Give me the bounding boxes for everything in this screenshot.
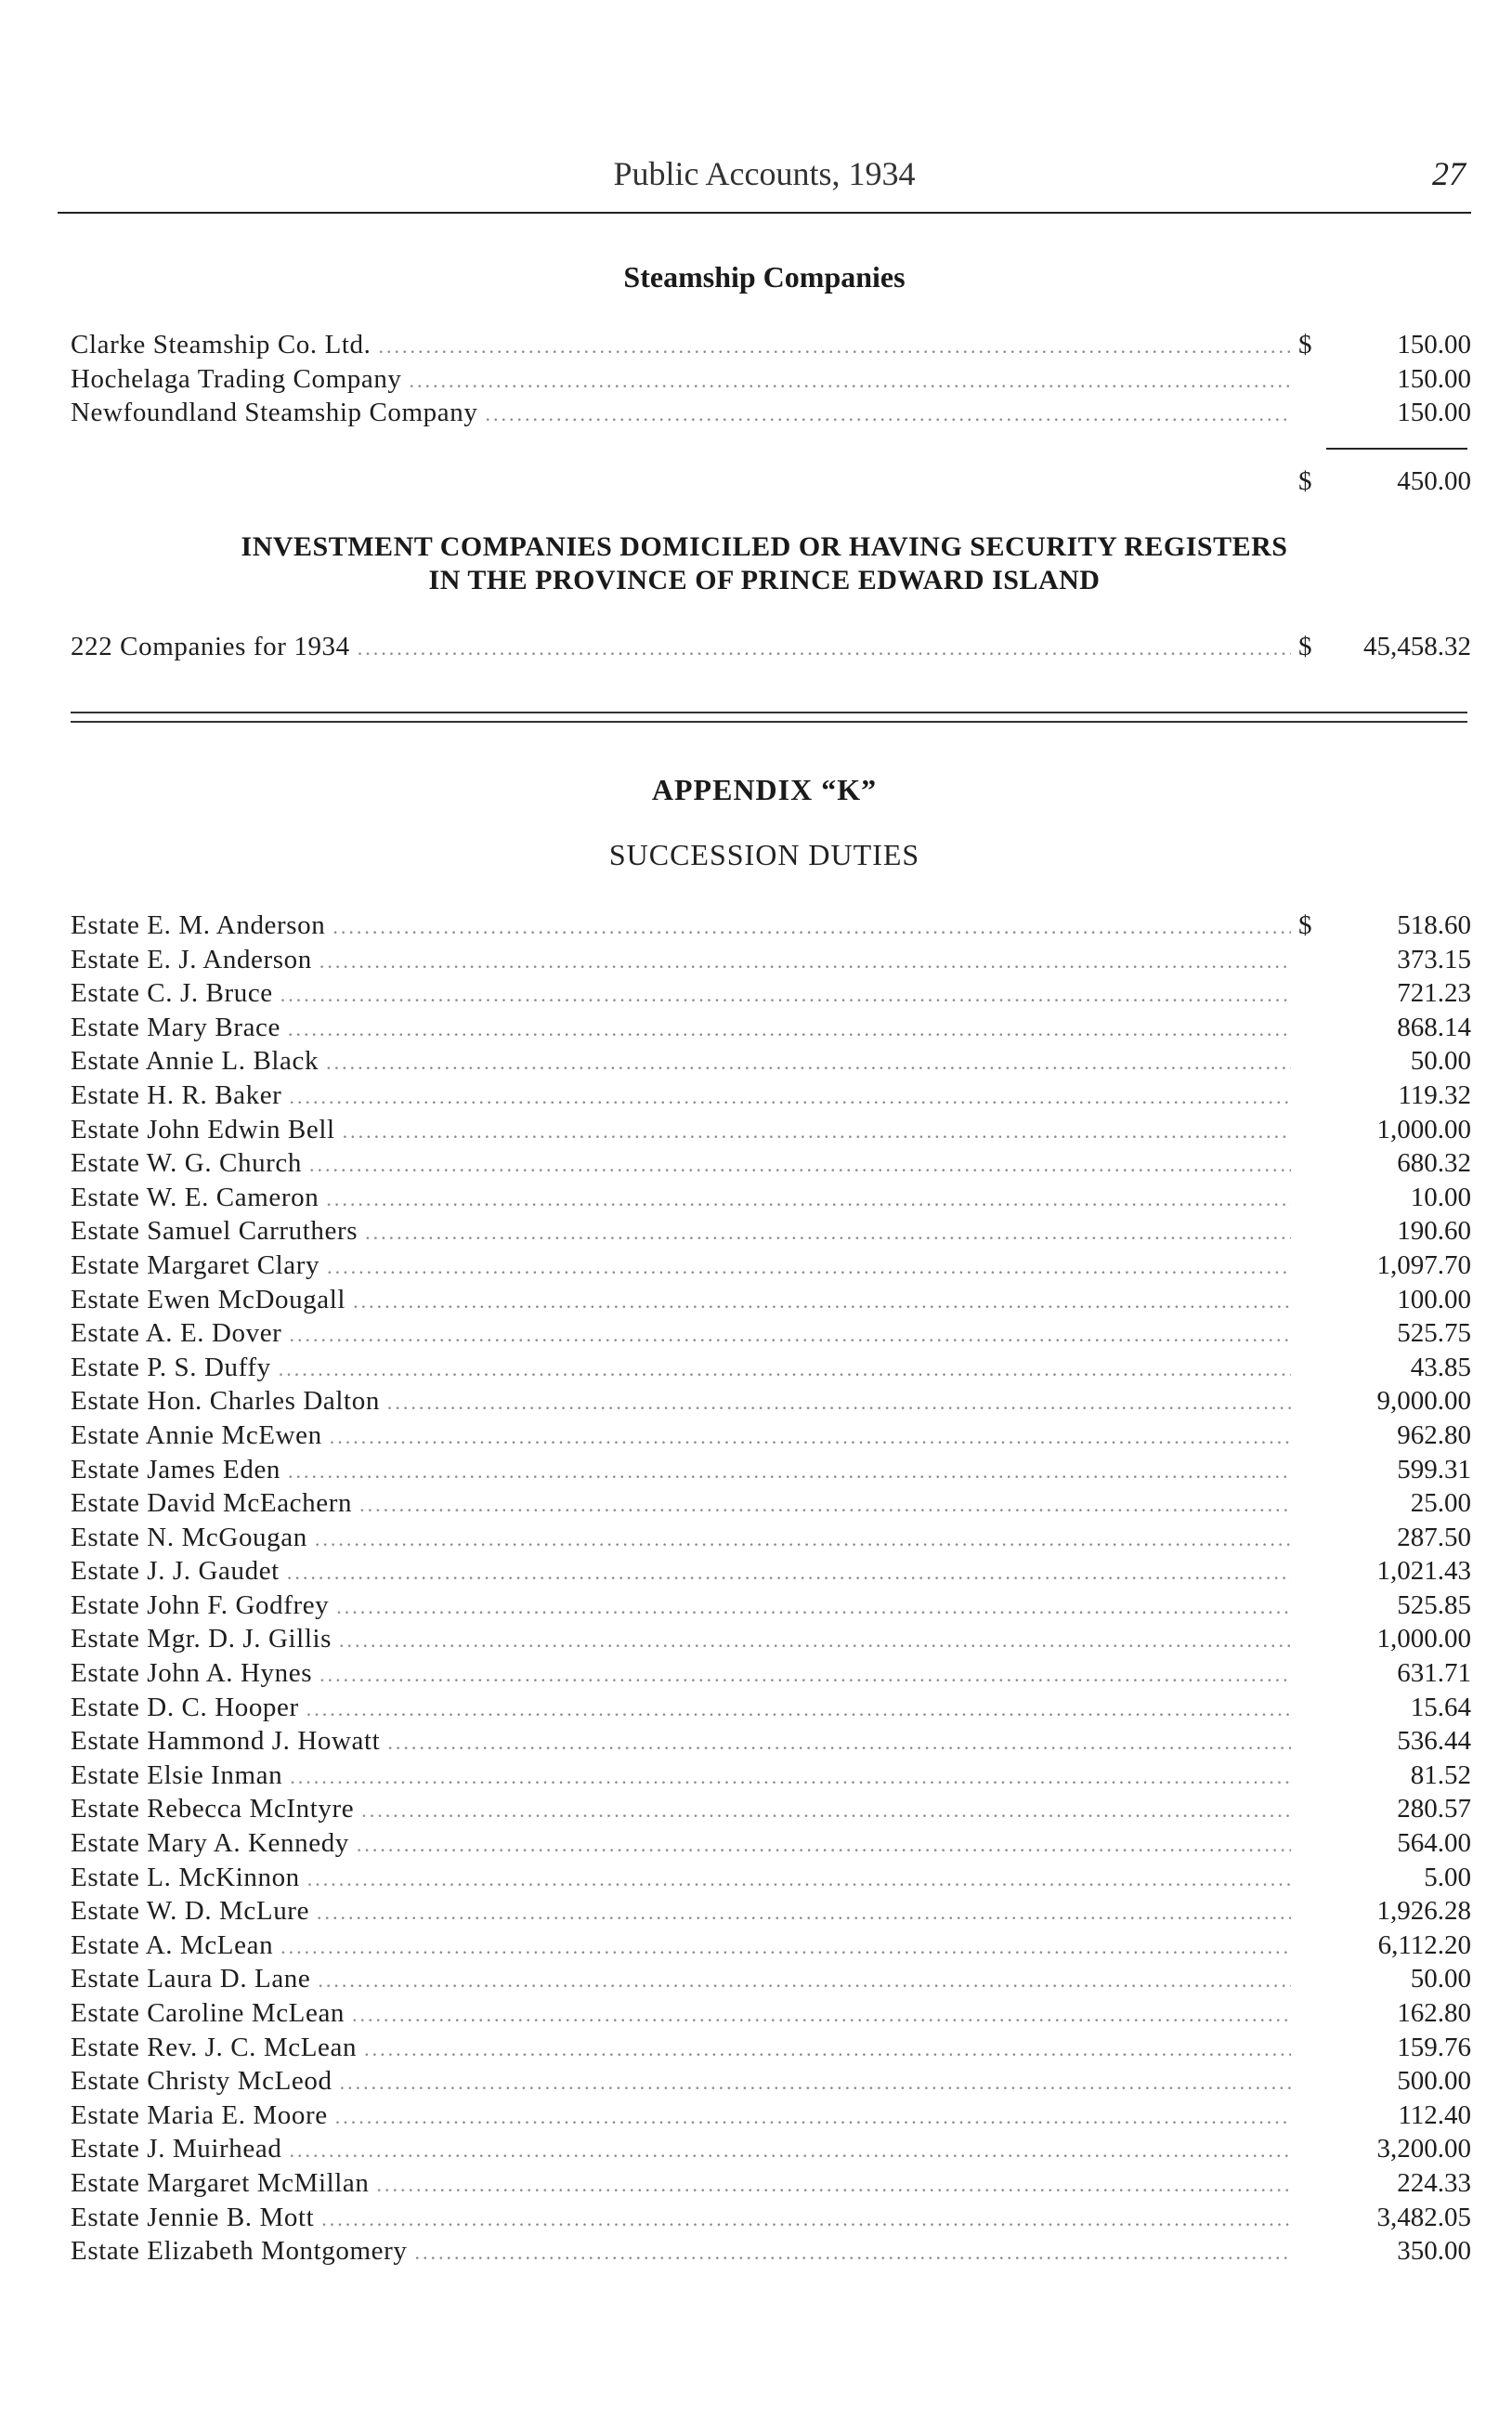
- dollar-sign: $: [1298, 910, 1312, 940]
- appendix-heading: APPENDIX “K”: [651, 773, 878, 806]
- ledger-row: [71, 1249, 1471, 1283]
- ledger-row: [71, 943, 1471, 977]
- ledger-row: [71, 1146, 1471, 1181]
- entry-name: Estate Annie L. Black: [71, 1046, 319, 1077]
- dot-leader: [359, 1488, 1291, 1523]
- entry-name: Estate P. S. Duffy: [71, 1352, 271, 1382]
- entry-name: Estate A. McLean: [71, 1929, 274, 1960]
- ledger-row: [71, 1691, 1471, 1725]
- dot-leader: [290, 1760, 1291, 1795]
- dot-leader: [379, 330, 1292, 364]
- entry-amount: 1,000.00: [1376, 1624, 1471, 1654]
- ledger-row: [71, 1521, 1471, 1555]
- ledger-row: [71, 2166, 1471, 2201]
- dot-leader: [339, 1624, 1291, 1658]
- ledger-row: [71, 2064, 1471, 2099]
- dot-leader: [280, 978, 1291, 1013]
- entry-name: Estate John A. Hynes: [71, 1658, 313, 1689]
- steamship-total-row: [71, 464, 1471, 499]
- ledger-row: [71, 1419, 1471, 1453]
- dot-leader: [319, 945, 1291, 979]
- ledger-row: [71, 1079, 1471, 1113]
- ledger-row: [71, 1486, 1471, 1521]
- entry-amount: 525.75: [1397, 1318, 1471, 1349]
- entry-amount: 100.00: [1397, 1284, 1471, 1314]
- ledger-row: [71, 2099, 1471, 2133]
- investment-row-name: 222 Companies for 1934: [71, 632, 350, 661]
- dot-leader: [307, 1863, 1291, 1897]
- running-title: Public Accounts, 1934: [613, 155, 916, 192]
- entry-amount: 350.00: [1397, 2236, 1471, 2267]
- entry-name: Clarke Steamship Co. Ltd.: [71, 330, 371, 360]
- dot-leader: [410, 364, 1291, 399]
- entry-name: Estate Hon. Charles Dalton: [71, 1386, 380, 1417]
- entry-amount: 3,482.05: [1376, 2202, 1471, 2232]
- ledger-row: [71, 1214, 1471, 1249]
- ledger-row: [71, 2031, 1471, 2065]
- dot-leader: [377, 2168, 1292, 2203]
- entry-amount: 5.00: [1424, 1862, 1471, 1892]
- dollar-sign: $: [1298, 632, 1312, 661]
- investment-heading-line2: IN THE PROVINCE OF PRINCE EDWARD ISLAND: [428, 565, 1101, 595]
- dot-leader: [387, 1386, 1291, 1420]
- entry-name: Estate Mary Brace: [71, 1012, 280, 1042]
- dot-leader: [332, 910, 1291, 945]
- entry-amount: 6,112.20: [1377, 1929, 1471, 1960]
- entry-amount: 81.52: [1410, 1759, 1471, 1790]
- ledger-row: [71, 1113, 1471, 1147]
- dot-leader: [387, 1726, 1291, 1760]
- total-dollar-sign: $: [1298, 466, 1312, 496]
- ledger-row: [71, 1826, 1471, 1861]
- dot-leader: [343, 1115, 1291, 1149]
- entry-name: Estate Rebecca McIntyre: [71, 1794, 355, 1824]
- ledger-row: [71, 1384, 1471, 1419]
- entry-amount: 9,000.00: [1376, 1386, 1471, 1417]
- dot-leader: [280, 1930, 1291, 1965]
- entry-name: Estate Margaret McMillan: [71, 2167, 370, 2198]
- ledger-row: [71, 1044, 1471, 1079]
- dot-leader: [309, 1148, 1291, 1183]
- dot-leader: [358, 632, 1291, 666]
- entry-amount: 15.64: [1410, 1692, 1471, 1722]
- entry-name: Estate Hammond J. Howatt: [71, 1726, 381, 1757]
- entry-amount: 10.00: [1410, 1182, 1471, 1212]
- ledger-row: [71, 1554, 1471, 1589]
- entry-name: Estate Mary A. Kennedy: [71, 1828, 349, 1859]
- dot-leader: [319, 1658, 1291, 1693]
- ledger-row: [71, 1996, 1471, 2031]
- entry-amount: 159.76: [1397, 2032, 1471, 2062]
- entry-amount: 1,926.28: [1376, 1896, 1471, 1927]
- entry-name: Estate John F. Godfrey: [71, 1589, 330, 1620]
- entry-name: Estate C. J. Bruce: [71, 978, 273, 1009]
- ledger-row: [71, 1283, 1471, 1317]
- entry-name: Estate Elsie Inman: [71, 1759, 283, 1790]
- investment-amount: 45,458.32: [1363, 632, 1471, 661]
- entry-name: Estate Samuel Carruthers: [71, 1216, 358, 1247]
- dot-leader: [321, 2203, 1291, 2237]
- dot-leader: [287, 1556, 1291, 1590]
- entry-amount: 373.15: [1397, 944, 1471, 974]
- ledger-row: [71, 1011, 1471, 1045]
- entry-amount: 536.44: [1397, 1726, 1471, 1757]
- dot-leader: [288, 1455, 1291, 1489]
- dot-leader: [365, 1216, 1291, 1250]
- dot-leader: [317, 1896, 1291, 1930]
- dot-leader: [330, 1420, 1291, 1455]
- steamship-heading: Steamship Companies: [623, 260, 906, 294]
- ledger-row: [71, 1453, 1471, 1487]
- entry-name: Estate Caroline McLean: [71, 1998, 345, 2028]
- page-number: 27: [1432, 155, 1466, 192]
- entry-amount: 112.40: [1398, 2099, 1471, 2130]
- ledger-row: [71, 2132, 1471, 2166]
- entry-amount: 50.00: [1410, 1964, 1471, 1994]
- dot-leader: [357, 1828, 1291, 1863]
- steamship-total-rule: [1326, 448, 1467, 450]
- entry-amount: 1,021.43: [1376, 1556, 1471, 1587]
- entry-amount: 868.14: [1397, 1012, 1471, 1042]
- dot-leader: [289, 1080, 1291, 1115]
- ledger-row: [71, 1351, 1471, 1385]
- dot-leader: [306, 1693, 1291, 1727]
- ledger-row: [71, 1589, 1471, 1623]
- ledger-row: [71, 1929, 1471, 1963]
- ledger-row: [71, 1622, 1471, 1656]
- section-divider: [71, 712, 1467, 723]
- entry-name: Estate Christy McLeod: [71, 2066, 332, 2097]
- page-header: [58, 149, 1471, 206]
- dot-leader: [318, 1964, 1291, 1998]
- entry-name: Estate W. E. Cameron: [71, 1182, 319, 1212]
- dot-leader: [335, 2100, 1291, 2135]
- entry-name: Hochelaga Trading Company: [71, 363, 402, 394]
- entry-name: Estate W. D. McLure: [71, 1896, 310, 1927]
- entry-amount: 150.00: [1397, 398, 1471, 428]
- header-rule: [58, 212, 1471, 214]
- entry-name: Estate Margaret Clary: [71, 1249, 320, 1280]
- entry-name: Estate David McEachern: [71, 1488, 353, 1519]
- ledger-row: [71, 2201, 1471, 2235]
- succession-duties-ledger: [71, 909, 1471, 2269]
- entry-name: Estate A. E. Dover: [71, 1318, 282, 1349]
- entry-amount: 224.33: [1397, 2167, 1471, 2198]
- entry-name: Estate N. McGougan: [71, 1522, 307, 1552]
- entry-amount: 1,097.70: [1376, 1249, 1471, 1280]
- entry-amount: 162.80: [1397, 1998, 1471, 2028]
- entry-name: Estate Jennie B. Mott: [71, 2202, 315, 2232]
- appendix-subheading: SUCCESSION DUTIES: [608, 838, 920, 871]
- entry-amount: 150.00: [1397, 363, 1471, 394]
- dot-leader: [326, 1046, 1291, 1080]
- dot-leader: [279, 1353, 1291, 1387]
- ledger-row: [71, 1316, 1471, 1351]
- entry-amount: 150.00: [1397, 330, 1471, 360]
- dollar-sign: $: [1298, 330, 1312, 360]
- ledger-row: [71, 396, 1471, 430]
- ledger-row: [71, 328, 1471, 362]
- entry-name: Estate J. J. Gaudet: [71, 1556, 280, 1587]
- ledger-row: [71, 909, 1471, 943]
- dot-leader: [340, 2066, 1291, 2100]
- entry-name: Estate Maria E. Moore: [71, 2099, 328, 2130]
- entry-amount: 190.60: [1397, 1216, 1471, 1247]
- entry-name: Estate L. McKinnon: [71, 1862, 300, 1892]
- entry-name: Estate J. Muirhead: [71, 2134, 282, 2164]
- dot-leader: [361, 1794, 1291, 1828]
- entry-amount: 599.31: [1397, 1454, 1471, 1484]
- entry-amount: 43.85: [1410, 1352, 1471, 1382]
- dot-leader: [289, 1318, 1291, 1353]
- entry-amount: 280.57: [1397, 1794, 1471, 1824]
- dot-leader: [315, 1523, 1291, 1557]
- investment-heading-line1: INVESTMENT COMPANIES DOMICILED OR HAVING SECURITY REGISTERS: [241, 531, 1288, 562]
- entry-name: Estate Mgr. D. J. Gillis: [71, 1624, 332, 1654]
- entry-amount: 1,000.00: [1376, 1114, 1471, 1144]
- entry-amount: 631.71: [1397, 1658, 1471, 1689]
- dot-leader: [353, 1285, 1291, 1319]
- ledger-row: [71, 2234, 1471, 2269]
- entry-amount: 962.80: [1397, 1419, 1471, 1450]
- dot-leader: [326, 1183, 1291, 1217]
- entry-amount: 3,200.00: [1376, 2134, 1471, 2164]
- ledger-row: [71, 1894, 1471, 1929]
- dot-leader: [288, 1013, 1291, 1047]
- steamship-total: 450.00: [1397, 466, 1471, 496]
- entry-name: Estate H. R. Baker: [71, 1079, 282, 1110]
- steamship-ledger: [71, 328, 1471, 430]
- entry-name: Estate James Eden: [71, 1454, 281, 1484]
- entry-name: Estate E. M. Anderson: [71, 910, 326, 940]
- ledger-row: [71, 976, 1471, 1011]
- entry-name: Estate John Edwin Bell: [71, 1114, 335, 1144]
- dot-leader: [415, 2236, 1292, 2270]
- dot-leader: [289, 2134, 1291, 2168]
- entry-amount: 50.00: [1410, 1046, 1471, 1077]
- entry-amount: 287.50: [1397, 1522, 1471, 1552]
- entry-amount: 564.00: [1397, 1828, 1471, 1859]
- ledger-row: [71, 1962, 1471, 1996]
- entry-amount: 680.32: [1397, 1148, 1471, 1179]
- entry-name: Newfoundland Steamship Company: [71, 398, 478, 428]
- entry-name: Estate D. C. Hooper: [71, 1692, 299, 1722]
- entry-amount: 119.32: [1398, 1079, 1471, 1110]
- entry-amount: 721.23: [1397, 978, 1471, 1009]
- entry-name: Estate W. G. Church: [71, 1148, 303, 1179]
- ledger-row: [71, 1792, 1471, 1826]
- entry-name: Estate Elizabeth Montgomery: [71, 2236, 408, 2267]
- entry-name: Estate E. J. Anderson: [71, 944, 312, 974]
- ledger-row: [71, 1759, 1471, 1793]
- investment-row: [71, 630, 1471, 664]
- entry-name: Estate Rev. J. C. McLean: [71, 2032, 358, 2062]
- entry-name: Estate Laura D. Lane: [71, 1964, 311, 1994]
- dot-leader: [364, 2033, 1291, 2067]
- dot-leader: [485, 398, 1291, 432]
- entry-amount: 500.00: [1397, 2066, 1471, 2097]
- entry-amount: 518.60: [1397, 910, 1471, 940]
- dot-leader: [327, 1250, 1291, 1285]
- ledger-row: [71, 362, 1471, 397]
- ledger-row: [71, 1861, 1471, 1895]
- entry-name: Estate Ewen McDougall: [71, 1284, 346, 1314]
- entry-amount: 525.85: [1397, 1589, 1471, 1620]
- ledger-row: [71, 1656, 1471, 1691]
- entry-name: Estate Annie McEwen: [71, 1419, 322, 1450]
- dot-leader: [352, 1998, 1291, 2033]
- ledger-row: [71, 1724, 1471, 1759]
- dot-leader: [336, 1590, 1291, 1625]
- entry-amount: 25.00: [1410, 1488, 1471, 1519]
- ledger-row: [71, 1181, 1471, 1215]
